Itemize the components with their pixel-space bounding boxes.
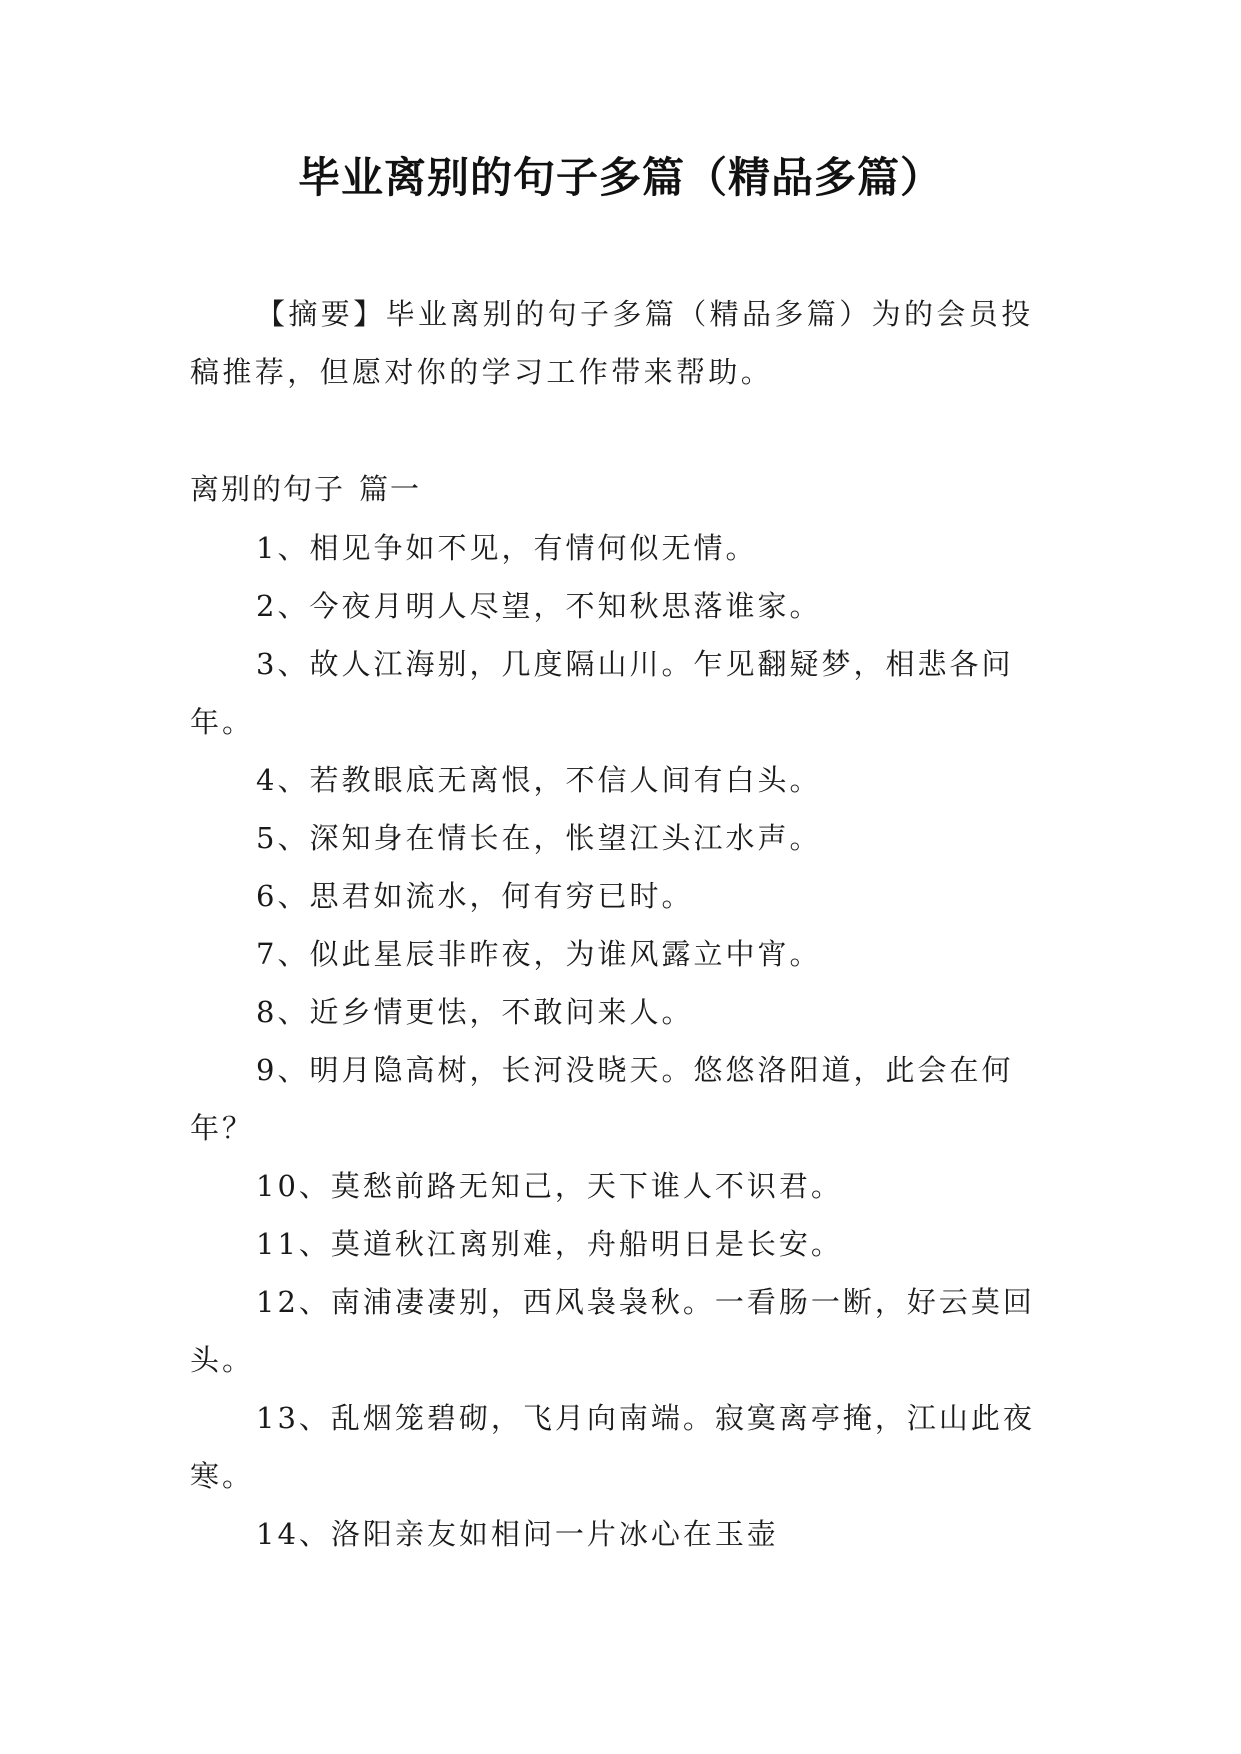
- list-item: 14、洛阳亲友如相问一片冰心在玉壶: [256, 1517, 779, 1551]
- list-item: 12、南浦凄凄别，西风袅袅秋。一看肠一断，好云莫回头。: [190, 1285, 1035, 1377]
- list-item: 9、明月隐高树，长河没晓天。悠悠洛阳道，此会在何年？: [190, 1053, 1014, 1145]
- section-heading: [190, 460, 1052, 518]
- section-heading-main: 离别的句子: [190, 472, 346, 506]
- abstract-paragraph: 【摘要】毕业离别的句子多篇（精品多篇）为的会员投稿推荐，但愿对你的学习工作带来帮助。: [190, 297, 1034, 389]
- section-heading-sub: 篇一: [359, 472, 422, 506]
- list-item: 8、近乡情更怯，不敢问来人。: [256, 995, 694, 1029]
- document-title: 毕业离别的句子多篇（精品多篇）: [297, 153, 943, 202]
- list-item: 2、今夜月明人尽望，不知秋思落谁家。: [256, 589, 822, 623]
- list-item: 3、故人江海别，几度隔山川。乍见翻疑梦，相悲各问年。: [190, 647, 1014, 739]
- sentence-list: [190, 519, 1052, 1563]
- list-item: 5、深知身在情长在，怅望江头江水声。: [256, 821, 822, 855]
- list-item: 6、思君如流水，何有穷已时。: [256, 879, 694, 913]
- list-item: 1、相见争如不见，有情何似无情。: [256, 531, 758, 565]
- list-item: 7、似此星辰非昨夜，为谁风露立中宵。: [256, 937, 822, 971]
- list-item: 13、乱烟笼碧砌，飞月向南端。寂寞离亭掩，江山此夜寒。: [190, 1401, 1035, 1493]
- list-item: 4、若教眼底无离恨，不信人间有白头。: [256, 763, 822, 797]
- list-item: 11、莫道秋江离别难，舟船明日是长安。: [256, 1227, 843, 1261]
- list-item: 10、莫愁前路无知己，天下谁人不识君。: [256, 1169, 843, 1203]
